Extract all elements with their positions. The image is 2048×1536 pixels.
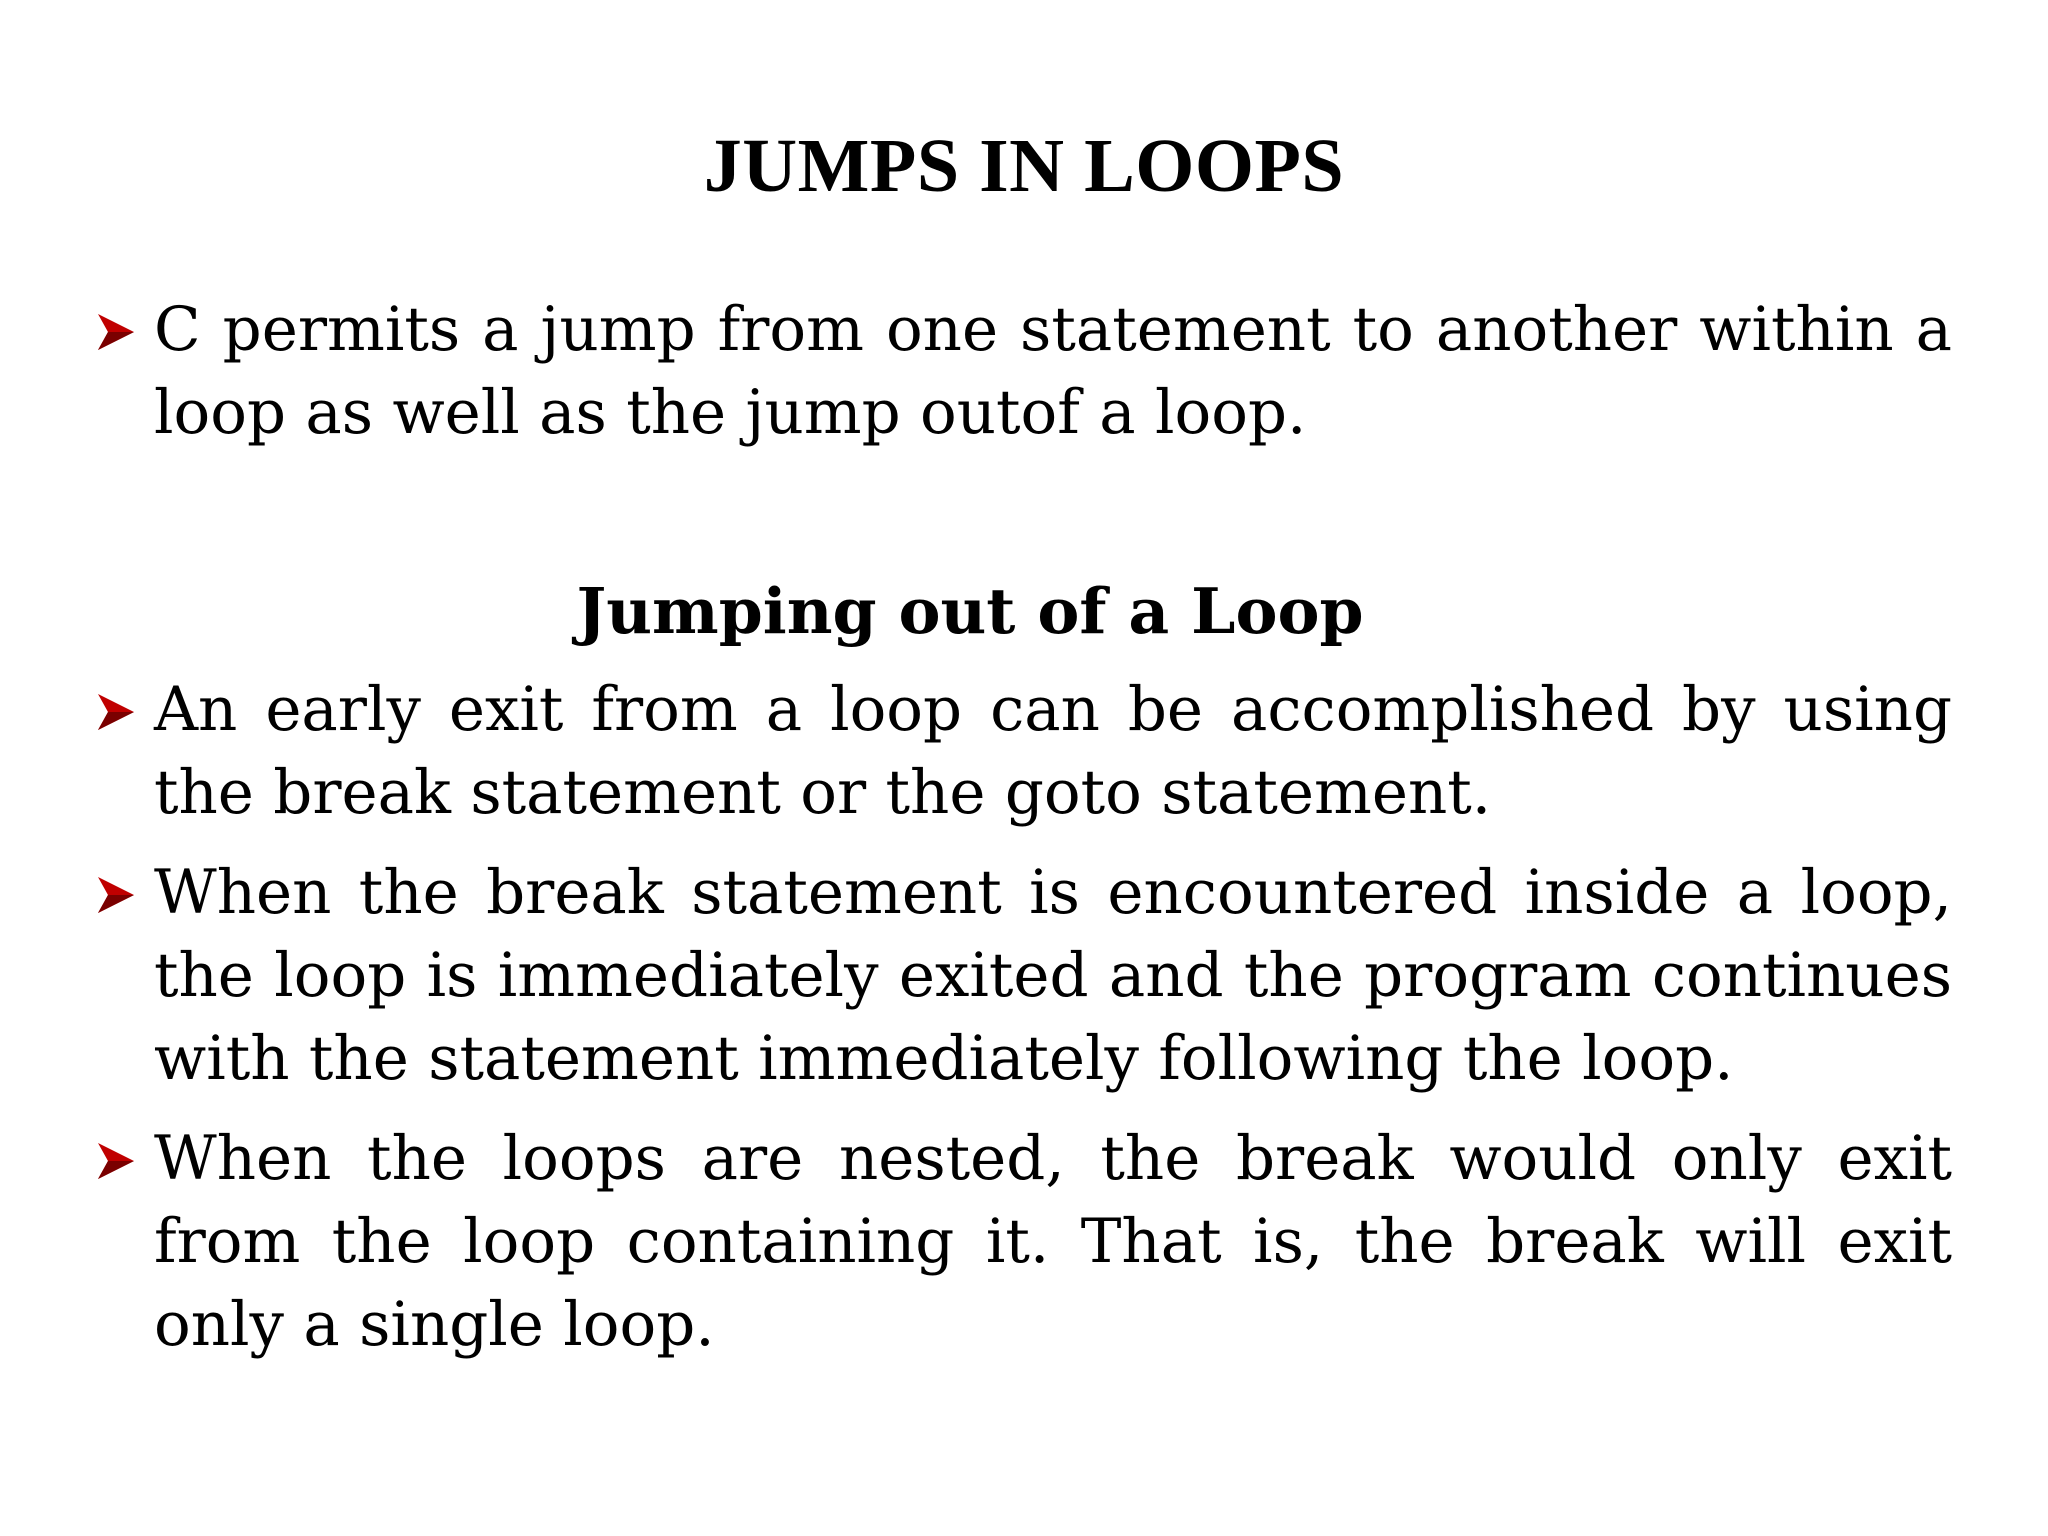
arrowhead-bullet-icon — [94, 690, 138, 734]
bullet-item — [94, 851, 1952, 1100]
slide-title: JUMPS IN LOOPS — [703, 124, 1345, 208]
bullet-text: An early exit from a loop can be accomplished by using the break statement or the goto statement. — [154, 674, 1952, 828]
arrowhead-bullet-icon — [94, 310, 138, 354]
bullet-text: When the loops are nested, the break would only exit from the loop containing it. That is, the break will exit only a single loop. — [154, 1123, 1952, 1360]
bullet-text: When the break statement is encountered inside a loop, the loop is immediately exited and the program continues with the statement immediately following the loop. — [154, 857, 1952, 1094]
bullet-text: C permits a jump from one statement to another within a loop as well as the jump outof a loop. — [154, 294, 1952, 448]
section-subheading: Jumping out of a Loop — [576, 574, 1364, 648]
arrowhead-bullet-icon — [94, 873, 138, 917]
bullet-item — [94, 1117, 1952, 1366]
arrowhead-bullet-icon — [94, 1139, 138, 1183]
bullet-item — [94, 288, 1952, 454]
bullet-item — [94, 668, 1952, 834]
